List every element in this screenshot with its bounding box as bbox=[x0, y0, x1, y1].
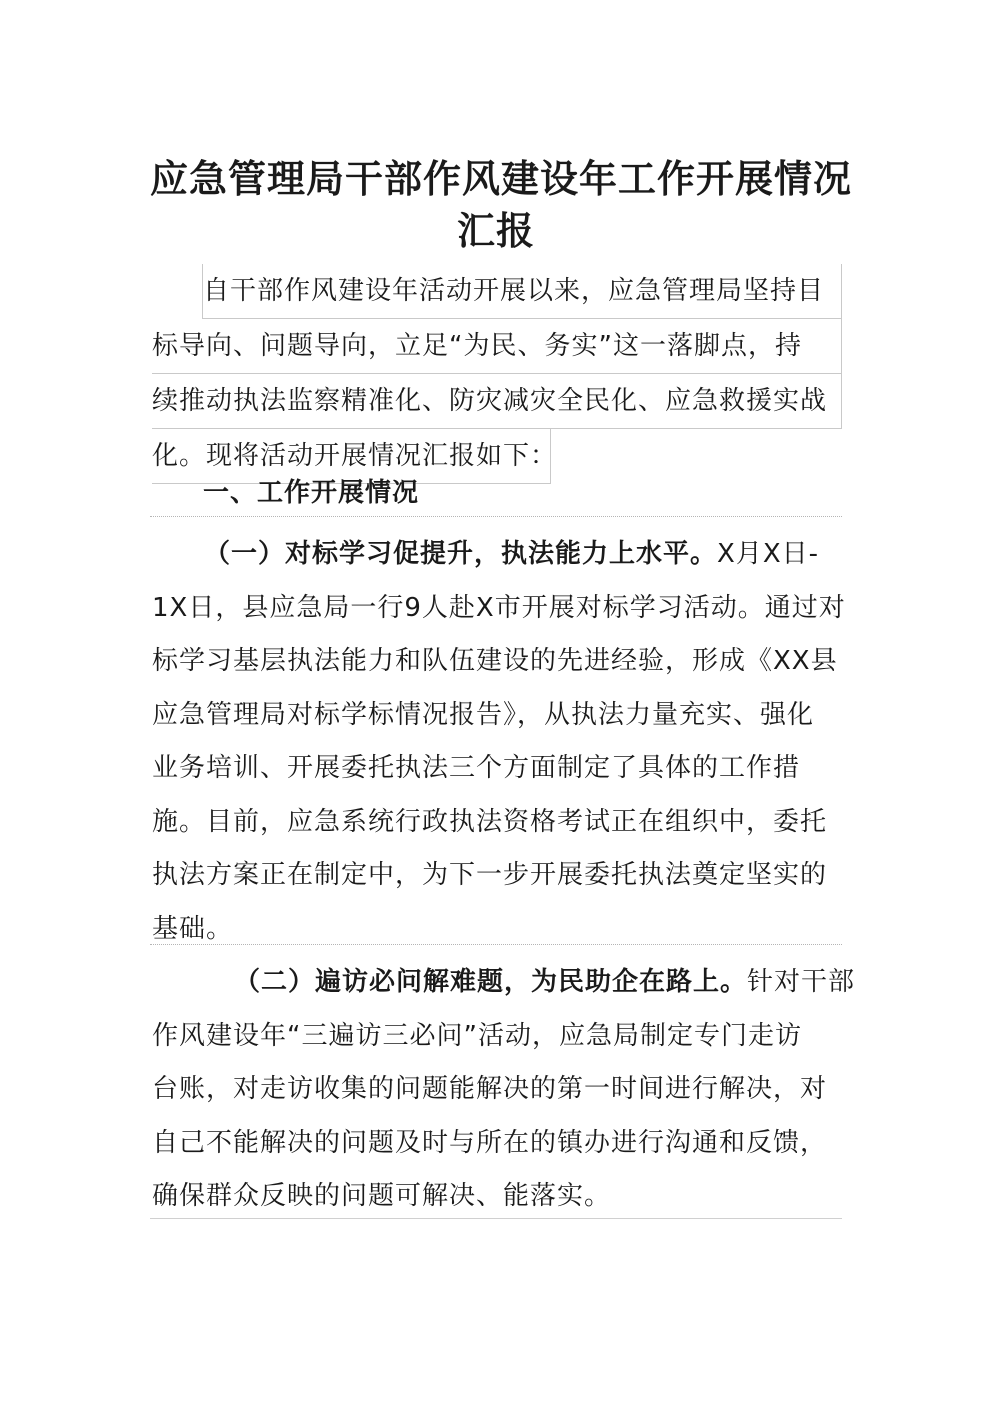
intro-line: 续推动执法监察精准化、防灾减灾全民化、应急救援实战 bbox=[152, 374, 842, 429]
item1-line: 执法方案正在制定中，为下一步开展委托执法奠定坚实的 bbox=[152, 860, 828, 890]
divider bbox=[150, 516, 842, 517]
intro-line: 标导向、问题导向，立足“为民、务实”这一落脚点，持 bbox=[152, 319, 842, 374]
item2-first-line bbox=[152, 956, 856, 1010]
item1-line: 施。目前，应急系统行政执法资格考试正在组织中，委托 bbox=[152, 806, 828, 837]
title-line-2: 汇报 bbox=[456, 208, 535, 254]
divider bbox=[150, 1218, 842, 1219]
item1-first-line-text: X月X日- bbox=[717, 539, 820, 569]
item2-line: 确保群众反映的问题可解决、能落实。 bbox=[152, 1181, 612, 1211]
intro-line: 自干部作风建设年活动开展以来，应急管理局坚持目 bbox=[202, 264, 842, 319]
item1-line: 业务培训、开展委托执法三个方面制定了具体的工作措 bbox=[152, 753, 801, 783]
item1-line: 1X日，县应急局一行9人赴X市开展对标学习活动。通过对 bbox=[152, 592, 846, 623]
item1-line: 应急管理局对标学标情况报告》，从执法力量充实、强化 bbox=[152, 699, 815, 730]
item2-line: 自己不能解决的问题及时与所在的镇办进行沟通和反馈， bbox=[152, 1127, 828, 1158]
item2-paragraph bbox=[152, 956, 856, 1224]
item1-paragraph bbox=[152, 528, 846, 956]
section-heading: 一、工作开展情况 bbox=[203, 478, 420, 508]
item2-line: 台账，对走访收集的问题能解决的第一时间进行解决，对 bbox=[152, 1074, 828, 1104]
item1-heading: （一）对标学习促提升，执法能力上水平。 bbox=[204, 539, 718, 569]
intro-paragraph bbox=[152, 264, 842, 484]
item2-first-line-text: 针对干部 bbox=[747, 967, 856, 997]
title-line-1: 应急管理局干部作风建设年工作开展情况 bbox=[150, 156, 853, 202]
divider bbox=[150, 944, 842, 945]
item1-first-line bbox=[152, 528, 842, 582]
item1-line: 基础。 bbox=[152, 913, 234, 944]
item1-line: 标学习基层执法能力和队伍建设的先进经验，形成《XX县 bbox=[152, 646, 838, 676]
intro-line: 化。现将活动开展情况汇报如下： bbox=[152, 429, 551, 484]
item2-heading: （二）遍访必问解难题，为民助企在路上。 bbox=[234, 967, 748, 997]
document-title bbox=[150, 153, 853, 257]
item2-line: 作风建设年“三遍访三必问”活动，应急局制定专门走访 bbox=[152, 1020, 802, 1051]
